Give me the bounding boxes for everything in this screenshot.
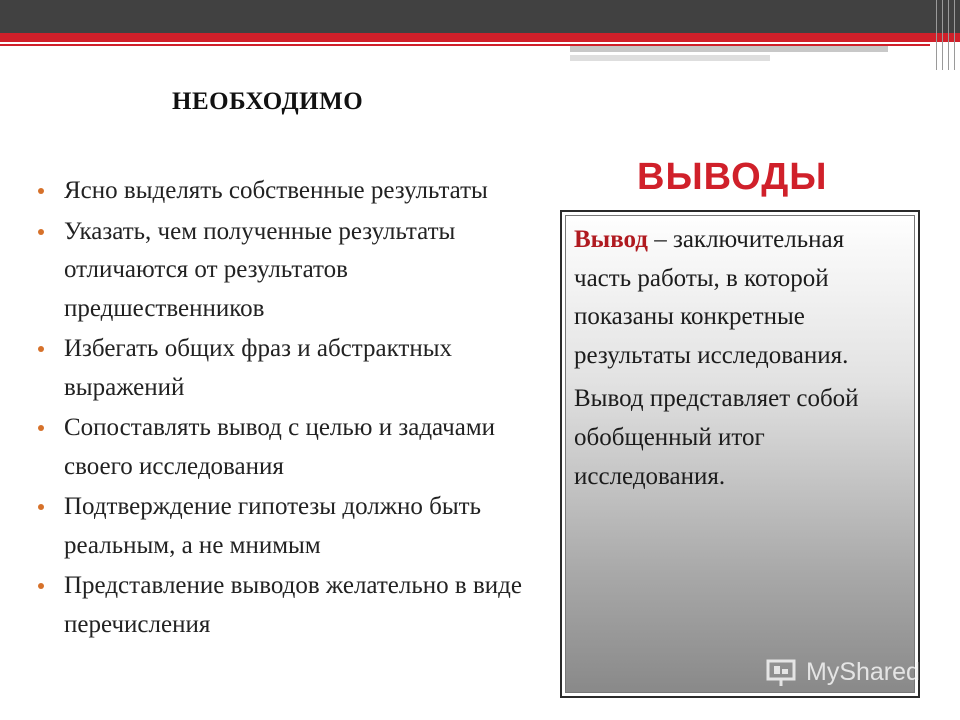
list-item: Указать, чем полученные результаты отличаются от результатов предшественников [38,213,538,329]
top-bar [0,0,960,33]
watermark [766,656,926,692]
definition-dash: – [647,226,667,253]
section-title: ВЫВОДЫ [637,156,828,198]
bullet-dot-icon [38,188,44,194]
watermark-text: MyShared [806,658,920,686]
presentation-icon [766,658,800,688]
list-item: Ясно выделять собственные результаты [38,172,538,211]
bullet-list [38,172,538,646]
grey-strip [570,46,888,52]
list-item: Представление выводов желательно в виде перечисления [38,567,538,644]
list-item: Подтверждение гипотезы должно быть реальным, а не мнимым [38,488,538,565]
bullet-dot-icon [38,346,44,352]
bullet-dot-icon [38,583,44,589]
list-item: Избегать общих фраз и абстрактных выражений [38,330,538,407]
definition-summary: Вывод представляет собой обобщенный итог исследования. [574,385,859,490]
definition-paragraph [574,221,894,375]
bullet-dot-icon [38,229,44,235]
definition-term: Вывод [574,226,648,253]
bullet-dot-icon [38,425,44,431]
grey-strip [570,55,770,61]
definition-text [574,221,894,496]
bullet-dot-icon [38,504,44,510]
page-heading: НЕОБХОДИМО [172,88,364,115]
list-item: Сопоставлять вывод с целью и задачами своего исследования [38,409,538,486]
red-band [0,33,960,42]
corner-lines [930,0,960,70]
definition-box [560,210,920,698]
definition-body: заключительная часть работы, в которой показаны конкретные результаты исследования. [574,226,849,369]
